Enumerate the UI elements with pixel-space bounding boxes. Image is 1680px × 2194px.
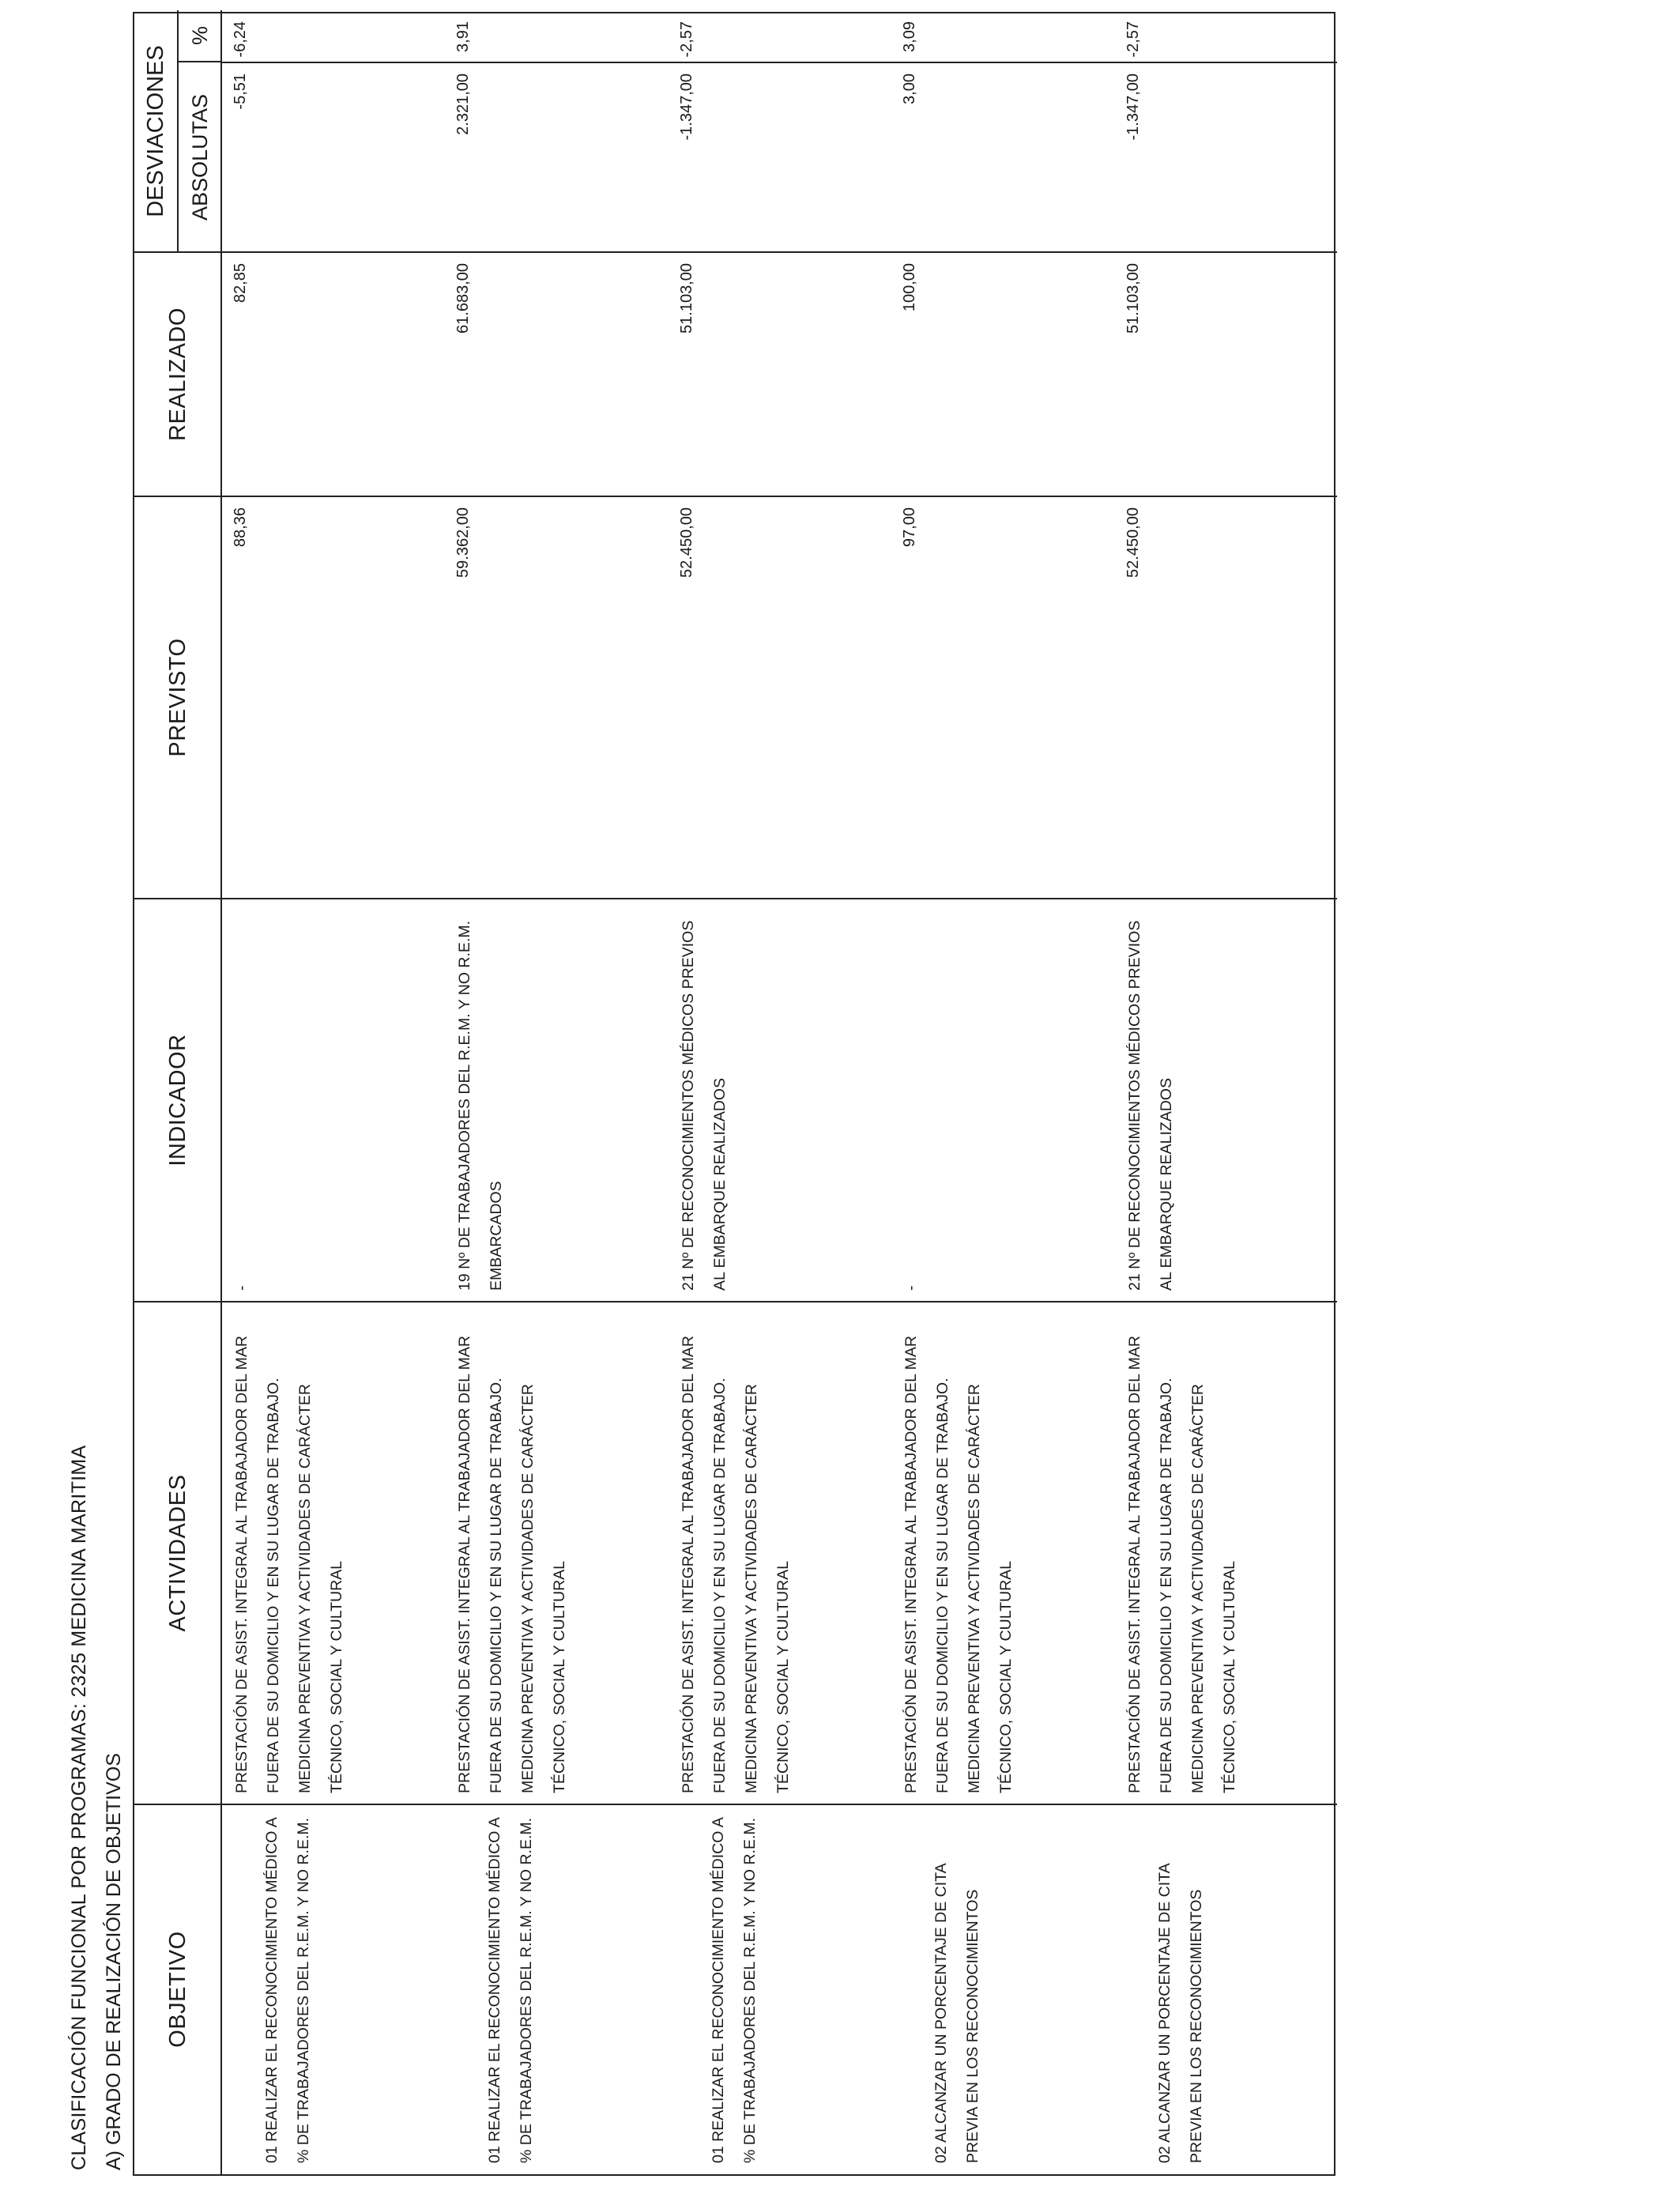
page-title: CLASIFICACIÓN FUNCIONAL POR PROGRAMAS: 2325 MEDICINA MARITIMA	[68, 1445, 90, 2170]
absolutas-value: -1.347,00	[677, 74, 695, 141]
column-divider	[134, 1301, 1337, 1302]
page-subtitle: A) GRADO DE REALIZACIÓN DE OBJETIVOS	[103, 1753, 125, 2170]
column-divider	[134, 1804, 1337, 1805]
indicador-cell: 19 Nº DE TRABAJADORES DEL R.E.M. Y NO R.E.M. EMBARCADOS	[456, 920, 506, 1291]
previsto-value: 52.450,00	[677, 507, 695, 578]
absolutas-value: 2.321,00	[454, 74, 473, 135]
header-desviaciones: DESVIACIONES	[134, 10, 179, 252]
objetivo-cell: 02 ALCANZAR UN PORCENTAJE DE CITA PREVIA EN LOS RECONOCIMIENTOS	[932, 1864, 982, 2163]
column-divider	[134, 496, 1337, 497]
desviaciones-divider	[221, 62, 1337, 63]
porcentaje-value: -2,57	[677, 21, 695, 58]
actividades-cell: PRESTACIÓN DE ASIST. INTEGRAL AL TRABAJADOR DEL MAR FUERA DE SU DOMICILIO Y EN SU LUGAR DE TRABAJO. MEDICINA PREVENTIVA Y ACTIVIDADES DE CARÁCTER TÉCNICO, SOCIAL Y CULTURAL	[456, 1335, 569, 1793]
actividades-cell: PRESTACIÓN DE ASIST. INTEGRAL AL TRABAJADOR DEL MAR FUERA DE SU DOMICILIO Y EN SU LUGAR DE TRABAJO. MEDICINA PREVENTIVA Y ACTIVIDADES DE CARÁCTER TÉCNICO, SOCIAL Y CULTURAL	[679, 1335, 792, 1793]
porcentaje-value: 3,91	[454, 21, 473, 52]
header-absolutas: ABSOLUTAS	[187, 93, 212, 221]
porcentaje-value: -6,24	[232, 21, 249, 58]
indicador-cell: -	[233, 1285, 250, 1291]
objetivo-cell: 01 REALIZAR EL RECONOCIMIENTO MÉDICO A % DE TRABAJADORES DEL R.E.M. Y NO R.E.M.	[486, 1817, 536, 2163]
header-indicador: INDICADOR	[164, 1034, 190, 1167]
absolutas-value: -1.347,00	[1124, 74, 1142, 141]
previsto-value: 88,36	[232, 507, 249, 548]
realizado-value: 100,00	[901, 263, 919, 312]
header-objetivo: OBJETIVO	[164, 1931, 190, 2048]
header-porcentaje: %	[179, 10, 221, 62]
indicador-cell: -	[902, 1285, 921, 1291]
column-divider	[134, 898, 1337, 899]
header-realizado: REALIZADO	[164, 307, 190, 441]
previsto-value: 97,00	[901, 507, 919, 548]
realizado-value: 82,85	[232, 263, 249, 303]
indicador-cell: 21 Nº DE RECONOCIMIENTOS MÉDICOS PREVIOS AL EMBARQUE REALIZADOS	[679, 920, 729, 1291]
objetivo-cell: 01 REALIZAR EL RECONOCIMIENTO MÉDICO A % DE TRABAJADORES DEL R.E.M. Y NO R.E.M.	[709, 1817, 759, 2163]
actividades-cell: PRESTACIÓN DE ASIST. INTEGRAL AL TRABAJADOR DEL MAR FUERA DE SU DOMICILIO Y EN SU LUGAR DE TRABAJO. MEDICINA PREVENTIVA Y ACTIVIDADES DE CARÁCTER TÉCNICO, SOCIAL Y CULTURAL	[902, 1335, 1015, 1793]
absolutas-value: 3,00	[901, 74, 919, 104]
realizado-value: 51.103,00	[677, 263, 695, 334]
header-previsto: PREVISTO	[164, 638, 190, 757]
column-divider	[134, 251, 1337, 253]
objetivo-cell: 01 REALIZAR EL RECONOCIMIENTO MÉDICO A % DE TRABAJADORES DEL R.E.M. Y NO R.E.M.	[263, 1817, 312, 2163]
actividades-cell: PRESTACIÓN DE ASIST. INTEGRAL AL TRABAJADOR DEL MAR FUERA DE SU DOMICILIO Y EN SU LUGAR DE TRABAJO. MEDICINA PREVENTIVA Y ACTIVIDADES DE CARÁCTER TÉCNICO, SOCIAL Y CULTURAL	[233, 1335, 345, 1793]
realizado-value: 61.683,00	[454, 263, 473, 334]
table-frame	[133, 12, 1335, 2176]
actividades-cell: PRESTACIÓN DE ASIST. INTEGRAL AL TRABAJADOR DEL MAR FUERA DE SU DOMICILIO Y EN SU LUGAR DE TRABAJO. MEDICINA PREVENTIVA Y ACTIVIDADES DE CARÁCTER TÉCNICO, SOCIAL Y CULTURAL	[1125, 1335, 1238, 1793]
realizado-value: 51.103,00	[1124, 263, 1142, 334]
porcentaje-value: -2,57	[1124, 21, 1142, 58]
previsto-value: 52.450,00	[1124, 507, 1142, 578]
header-actividades: ACTIVIDADES	[164, 1474, 190, 1632]
previsto-value: 59.362,00	[454, 507, 473, 578]
objetivo-cell: 02 ALCANZAR UN PORCENTAJE DE CITA PREVIA EN LOS RECONOCIMIENTOS	[1155, 1864, 1205, 2163]
indicador-cell: 21 Nº DE RECONOCIMIENTOS MÉDICOS PREVIOS AL EMBARQUE REALIZADOS	[1125, 920, 1175, 1291]
absolutas-value: -5,51	[232, 74, 249, 110]
porcentaje-value: 3,09	[901, 21, 919, 52]
